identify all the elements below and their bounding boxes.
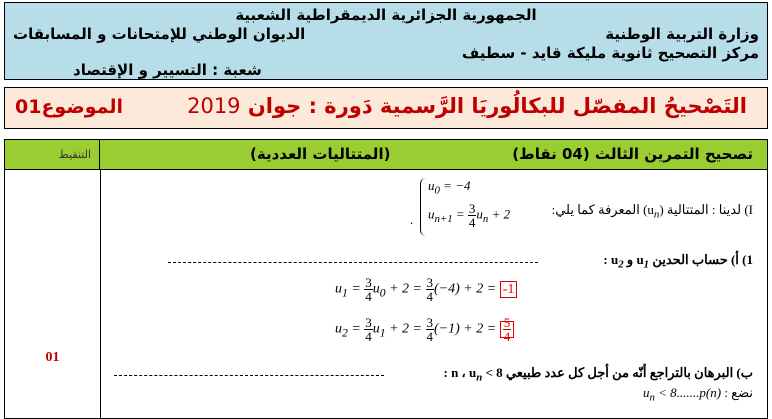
republic-name: الجمهورية الجزائرية الديمقراطية الشعبية: [235, 6, 537, 24]
correction-body: I) لدينا : المتتالية $(u_n)$ المعرفة كما يلي: $u_0 = -4$ $u_{n+1}$ = $\frac{3}{4}$ $u_n + 2$ . 1) أ) حساب الحدين $u_1$ و $u_2$ : $u_1$ = $\frac{3}{4}$ $u_0 + 2$ = $\frac{3}{4}$ (−4) + 2 = -1 $u_2$ = $\frac{3}{4}$ $u_1 + 2$ = $\frac{3}{4}$ (−1) + 2 = $\frac{5}{4}$ ب) البرهان بالتراجع أنّه من أجل كل عدد طبيعي n ، $u_n < 8$ : نضع : $u_n < 8.......p(n)$: [100, 170, 767, 418]
part-b-heading: ب) البرهان بالتراجع أنّه من أجل كل عدد طبيعي n ، $u_n < 8$ :: [443, 365, 753, 384]
u1-equation: $u_1$ = $\frac{3}{4}$ $u_0 + 2$ = $\frac{3}{4}$ (−4) + 2 = -1: [335, 276, 517, 303]
separator-line-2: [114, 375, 384, 376]
part1-heading: 1) أ) حساب الحدين $u_1$ و $u_2$ :: [603, 252, 753, 271]
grading-column: [5, 170, 101, 418]
u2-result: $\frac{5}{4}$: [500, 321, 515, 338]
title-banner: [4, 87, 768, 129]
grading-header: التنقيط: [5, 140, 100, 170]
u1-result: -1: [500, 281, 518, 298]
exercise-header: [100, 140, 767, 170]
grade-value: 01: [45, 350, 60, 365]
separator-line: [168, 262, 538, 263]
induction-setup: نضع : $u_n < 8.......p(n)$: [642, 385, 753, 404]
u2-equation: $u_2$ = $\frac{3}{4}$ $u_1 + 2$ = $\frac{3}{4}$ (−1) + 2 = $\frac{5}{4}$: [335, 316, 514, 343]
exercise-topic: (المتتاليات العددية): [250, 145, 391, 163]
intro-text: I) لدينا : المتتالية $(u_n)$ المعرفة كما يلي:: [551, 202, 753, 221]
office-name: الديوان الوطني للإمتحانات و المسابقات: [13, 25, 306, 43]
exercise-title: تصحيح التمرين الثالث (04 نقاط): [512, 145, 753, 163]
branch-name: شعبة : التسيير و الإقتصاد: [73, 61, 262, 79]
ministry-name: وزارة التربية الوطنية: [605, 25, 759, 43]
page-title: التَصْحيحُ المفصّل للبكالُوريَا الرَّسمية دَورة : جوان 2019: [187, 94, 747, 118]
center-name: مركز التصحيح ثانوية مليكة قايد - سطيف: [461, 44, 759, 62]
subject-label: 01الموضوع: [15, 96, 124, 118]
correction-table: [4, 139, 768, 419]
document-header: [4, 2, 768, 80]
